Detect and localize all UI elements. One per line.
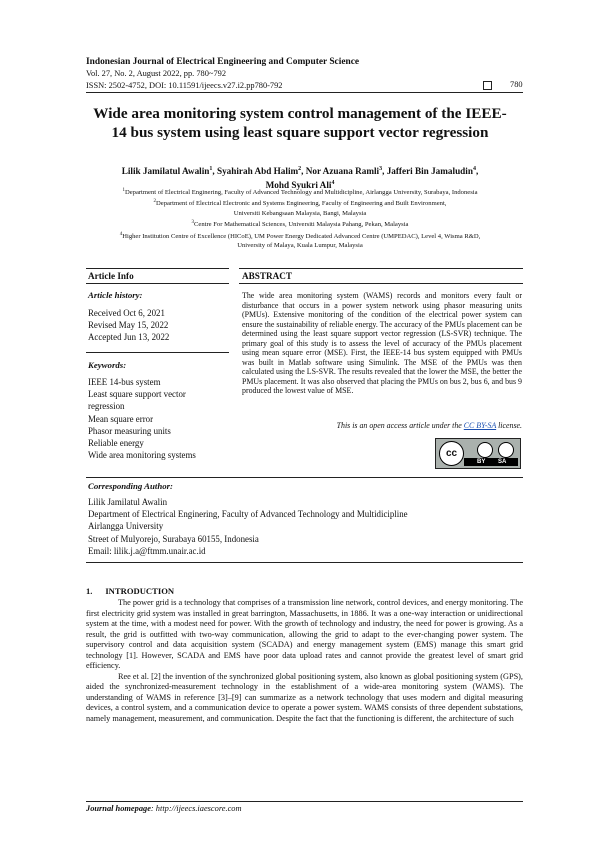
author-name: Syahirah Abd Halim (216, 166, 299, 177)
affiliation-text: Higher Institution Centre of Excellence (HICoE), UM Power Energy Dedicated Advanced Centre (UMPEDAC), Level 4, Wisma R&D, (122, 232, 481, 240)
info-rule (86, 283, 229, 284)
affiliation (86, 209, 514, 218)
corresponding-rule (86, 477, 523, 478)
affiliation-text: Department of Electrical Electronic and Systems Engineering, Faculty of Engineering and Built Environment, (156, 200, 447, 208)
journal-name: Indonesian Journal of Electrical Engineering and Computer Science (86, 57, 360, 67)
title-line: 14 bus system using least square support vector regression (111, 124, 489, 141)
header-rule (86, 92, 523, 93)
keyword: Wide area monitoring systems (88, 450, 196, 461)
author-name: Jafferi Bin Jamaludin (386, 166, 473, 177)
affiliation-sup: 2 (153, 199, 157, 205)
affiliation-text: Department of Electrical Enginering, Faculty of Advanced Technology and Multidicipline, Airlangga University, Surabaya, Indonesia (124, 189, 478, 197)
cc-by-sa-badge[interactable] (435, 438, 521, 469)
article-history-heading: Article history: (88, 290, 143, 300)
page-marker-icon (483, 81, 492, 90)
issn-doi: ISSN: 2502-4752, DOI: 10.11591/ijeecs.v27.i2.pp780-792 (86, 81, 283, 90)
author-sup: 1 (209, 166, 213, 172)
date-accepted: Accepted Jun 13, 2022 (88, 332, 170, 343)
open-access-prefix: This is an open access article under the (336, 421, 464, 430)
section-heading-introduction: 1. INTRODUCTION (86, 586, 175, 596)
paper-title (80, 104, 520, 142)
badge-sa-label: SA (498, 459, 507, 465)
homepage-label: Journal homepage (86, 804, 151, 813)
affiliations (86, 186, 514, 251)
article-info-heading: Article Info (88, 271, 134, 281)
badge-by-label: BY (477, 459, 486, 465)
open-access-note (242, 421, 522, 430)
keywords-rule (86, 352, 229, 353)
abstract-top-rule (239, 268, 523, 269)
corresponding-details (88, 496, 408, 557)
corresponding-university: Airlangga University (88, 521, 164, 532)
affiliation-sup: 4 (119, 231, 123, 237)
abstract-rule (239, 283, 523, 284)
affiliation-text: Centre For Mathematical Sciences, Universiti Malaysia Pahang, Pekan, Malaysia (194, 221, 409, 229)
section-rule (86, 562, 523, 563)
corresponding-address: Street of Mulyorejo, Surabaya 60155, Indonesia (88, 533, 259, 544)
license-link[interactable]: CC BY-SA (463, 421, 497, 430)
affiliation (86, 218, 514, 229)
introduction-body (86, 598, 523, 724)
keyword: Mean square error (88, 413, 154, 424)
author-sup: 4 (331, 180, 335, 187)
page-number: 780 (510, 80, 523, 89)
author-list: Lilik Jamilatul Awalin$^1$, Syahirah Abd Halim$^2$, Nor Azuana Ramli$^3$, Jafferi Bin Jamaludin$^4$, Mohd Syukri Ali$^4$ (121, 166, 479, 191)
journal-homepage[interactable] (86, 804, 242, 813)
article-dates (88, 307, 169, 344)
date-revised: Revised May 15, 2022 (88, 320, 169, 331)
affiliation (86, 230, 514, 241)
keywords-heading: Keywords: (88, 360, 127, 370)
journal-volume: Vol. 27, No. 2, August 2022, pp. 780~792 (86, 69, 227, 78)
author-sup: 3 (379, 166, 383, 172)
affiliation (86, 241, 514, 250)
corresponding-name: Lilik Jamilatul Awalin (88, 497, 168, 507)
affiliation-sup: 1 (122, 188, 125, 193)
affiliation-text: Universiti Kebangsaan Malaysia, Bangi, Malaysia (233, 209, 367, 217)
open-access-suffix: license. (496, 421, 522, 430)
date-received: Received Oct 6, 2021 (88, 308, 165, 318)
author-name: Nor Azuana Ramli (305, 166, 380, 177)
affiliation-text: University of Malaya, Kuala Lumpur, Malaysia (237, 242, 363, 250)
badge-label-bar (464, 458, 518, 466)
abstract-heading: ABSTRACT (242, 271, 293, 281)
info-top-rule (86, 268, 229, 269)
footer-rule (86, 801, 523, 802)
affiliation-sup: 3 (191, 220, 195, 226)
author-name: Mohd Syukri Ali (265, 180, 332, 191)
abstract-text: The wide area monitoring system (WAMS) records and monitors every fault or disturbance that occurs in a power system network using phasor measuring units (PMUs). Extensive monitoring of the condition of the electrical power system can ensure the sustainability of reliable energy. The accuracy of the PMUs placement can be determined using the least square support vector regression (LS-SVR) technique. The primary goal of this study is to assess the level of accuracy of the PMUs placement using mean square error (MSE). First, the IEEE-14 bus system equipped with PMUs was built in Matlab software using Simulink. The MSE of the PMUs was then calculated using the LS-SVR. The results revealed that the lower the MSE, the better the PMUs placement. It was also observed that placing the PMUs on bus 2, bus 6, and bus 9 produced the lowest value of MSE. (242, 291, 522, 395)
title-line: Wide area monitoring system control management of the IEEE- (93, 105, 507, 122)
corresponding-department: Department of Electrical Enginering, Faculty of Advanced Technology and Multidicipline (88, 509, 408, 520)
keyword: Least square support vector (88, 389, 186, 400)
author-sup: 4 (472, 166, 476, 172)
keyword: IEEE 14-bus system (88, 377, 161, 387)
homepage-url[interactable]: : http://ijeecs.iaescore.com (150, 804, 242, 813)
keyword: Reliable energy (88, 438, 144, 449)
affiliation (86, 197, 514, 208)
paragraph: The power grid is a technology that comprises of a transmission line network, control devices, and energy monitoring. The first electricity grid system was installed in great barrington, Massachusetts, in 1886. It was a one-way interaction or unidirectional system at the time, with a modest need for power. With the growth of technology and industry, the need for power is growing. As a result, the grid is outfitted with two-way communication, allowing the grid to adapt to the ever-changing power system. The supervisory control and data acquisition system (SCADA) and energy management system (EMS) manage this smart grid technology [1]. However, SCADA and EMS have poor data upload rates and cannot provide the greatest level of smart grid efficiency. (86, 598, 523, 670)
corresponding-heading: Corresponding Author: (88, 481, 173, 491)
corresponding-email[interactable]: Email: lilik.j.a@ftmm.unair.ac.id (88, 545, 206, 556)
paragraph: Ree et al. [2] the invention of the synchronized global positioning system, also known as global positioning system (GPS), aided the synchronized-measurement technology in the establishment of a wide-area monitoring system (WAMS). The understanding of WAMS in reference [3]–[9] can summarize as a network technology that uses modern and digital measuring devices, a control system, and a communication device to operate a power system. WAMS consists of three dependent substations, namely management, measurement, and communication. Despite the fact that the functioning is different, the architecture of such (86, 671, 523, 723)
sa-share-icon (498, 442, 514, 458)
affiliation (86, 186, 514, 197)
by-person-icon (477, 442, 493, 458)
author-name: Lilik Jamilatul Awalin (121, 166, 210, 177)
author-sup: 2 (298, 166, 302, 172)
keyword: Phasor measuring units (88, 425, 171, 436)
cc-icon: cc (439, 441, 464, 466)
keyword: regression (88, 401, 125, 412)
keywords-list (88, 376, 223, 461)
